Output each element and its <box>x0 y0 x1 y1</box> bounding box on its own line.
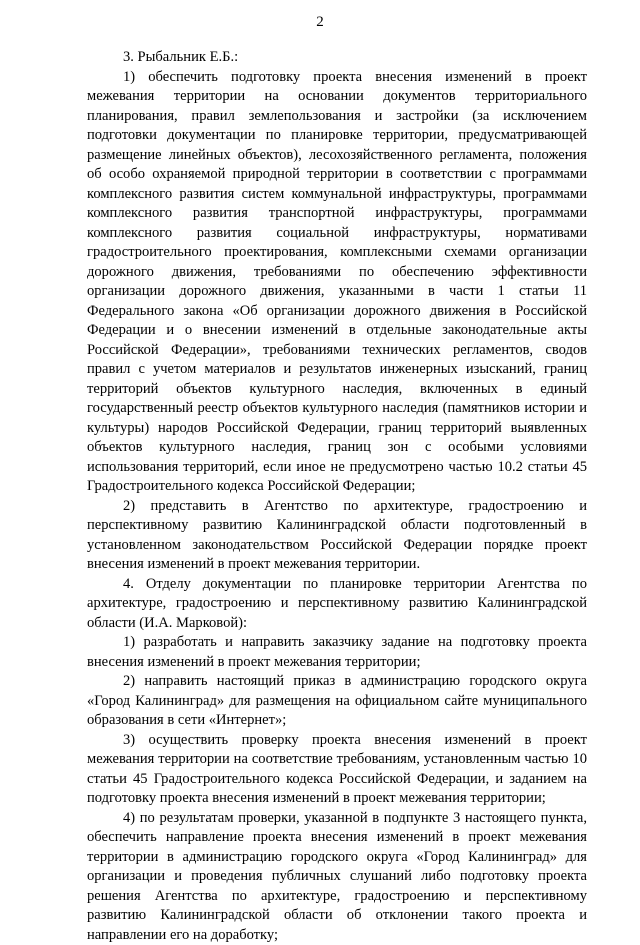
page-number: 2 <box>0 14 640 31</box>
section-4-item-4: 4) по результатам проверки, указанной в подпункте 3 настоящего пункта, обеспечить направление проекта внесения изменений в проект межевания территории в администрацию городского округа «Город Калининград» для организации и проведения публичных слушаний либо подготовку проекта решения Агентства по архитектуре, градостроению и перспективному развитию Калининградской области об отклонении такого проекта и направлении его на доработку; <box>87 809 587 945</box>
section-4-item-2: 2) направить настоящий приказ в администрацию городского округа «Город Калининград» для размещения на официальном сайте муниципального образования в сети «Интернет»; <box>87 672 587 731</box>
section-3-heading: 3. Рыбальник Е.Б.: <box>87 48 587 68</box>
section-3-item-1: 1) обеспечить подготовку проекта внесения изменений в проект межевания территории на основании документов территориального планирования, правил землепользования и застройки (за исключением подготовки документации по планировке территории, предусматривающей размещение линейных объектов), лесохозяйственного регламента, положения об особо охраняемой природной территории в соответствии с программами комплексного развития систем коммунальной инфраструктуры, программами комплексного развития транспортной инфраструктуры, программами комплексного развития социальной инфраструктуры, нормативами градостроительного проектирования, комплексными схемами организации дорожного движения, требованиями по обеспечению эффективности организации дорожного движения, указанными в части 1 статьи 11 Федерального закона «Об организации дорожного движения в Российской Федерации и о внесении изменений в отдельные законодательные акты Российской Федерации», требованиями технических регламентов, сводов правил с учетом материалов и результатов инженерных изысканий, границ территорий объектов культурного наследия, включенных в единый государственный реестр объектов культурного наследия (памятников истории и культуры) народов Российской Федерации, границ территорий выявленных объектов культурного наследия, границ зон с особыми условиями использования территорий, если иное не предусмотрено частью 10.2 статьи 45 Градостроительного кодекса Российской Федерации; <box>87 68 587 497</box>
document-body <box>87 48 587 945</box>
section-4-item-1: 1) разработать и направить заказчику задание на подготовку проекта внесения изменений в проект межевания территории; <box>87 633 587 672</box>
section-4-heading: 4. Отделу документации по планировке территории Агентства по архитектуре, градостроению и перспективному развитию Калининградской области (И.А. Марковой): <box>87 575 587 634</box>
section-3-item-2: 2) представить в Агентство по архитектуре, градостроению и перспективному развитию Калининградской области подготовленный в установленном законодательством Российской Федерации порядке проект внесения изменений в проект межевания территории. <box>87 497 587 575</box>
section-4-item-3: 3) осуществить проверку проекта внесения изменений в проект межевания территории на соответствие требованиям, установленным частью 10 статьи 45 Градостроительного кодекса Российской Федерации, и заданием на подготовку проекта внесения изменений в проект межевания территории; <box>87 731 587 809</box>
